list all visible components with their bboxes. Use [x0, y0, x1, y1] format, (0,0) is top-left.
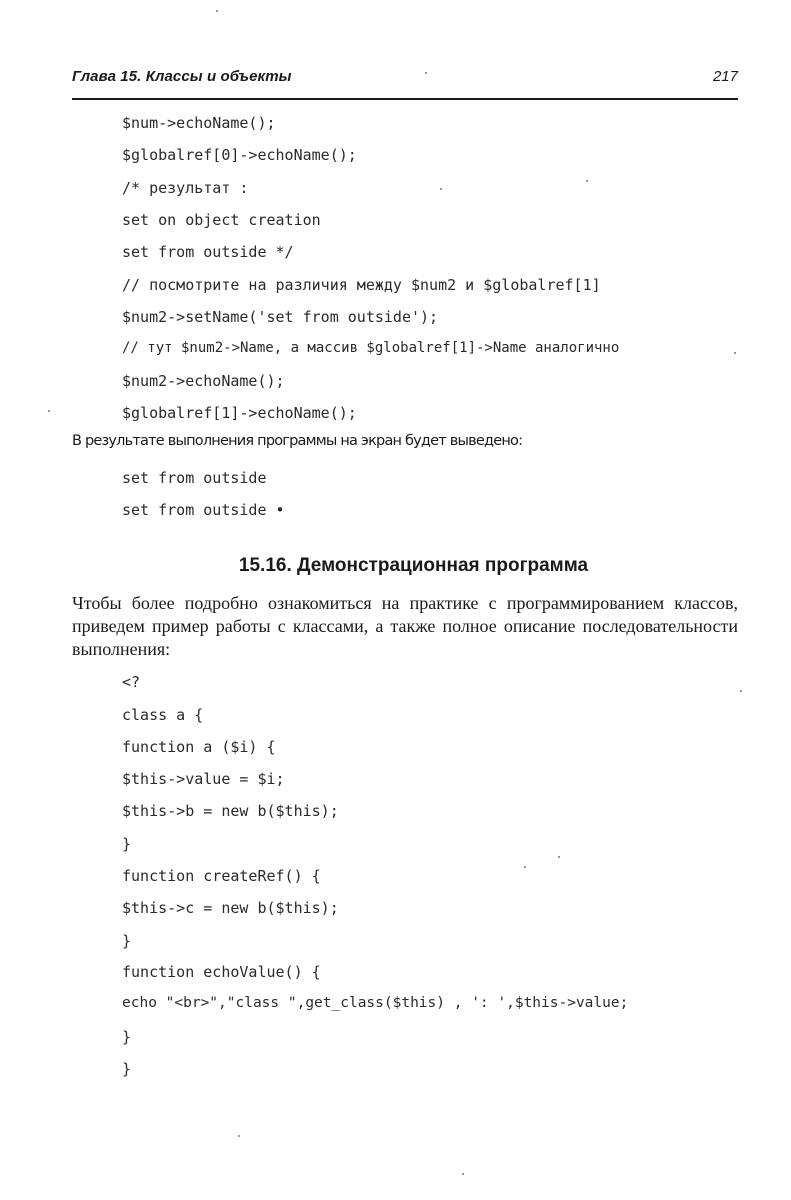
code-line: $num->echoName();	[122, 114, 276, 132]
chapter-title: Глава 15. Классы и объекты	[72, 68, 292, 85]
code-line: $this->value = $i;	[122, 770, 285, 788]
code-line: }	[122, 932, 132, 950]
code-line: }	[122, 1060, 132, 1078]
code-line: echo "<br>","class ",get_class($this) , ': ',$this->value;	[122, 995, 629, 1011]
code-line: $this->b = new b($this);	[122, 802, 339, 820]
code-line: set on object creation	[122, 211, 321, 229]
scan-speck	[558, 856, 560, 858]
code-line: set from outside */	[122, 243, 294, 261]
code-line: }	[122, 835, 132, 853]
code-line: function createRef() {	[122, 867, 321, 885]
code-line: class a {	[122, 706, 204, 724]
code-line: // посмотрите на различия между $num2 и $globalref[1]	[122, 276, 601, 294]
code-line: $this->c = new b($this);	[122, 899, 339, 917]
section-heading: 15.16. Демонстрационная программа	[238, 555, 589, 576]
result-text: В результате выполнения программы на экран будет выведено:	[72, 433, 523, 449]
code-line: $num2->echoName();	[122, 372, 285, 390]
scan-speck	[425, 72, 427, 74]
scan-speck	[440, 188, 442, 190]
output-line: set from outside •	[122, 501, 285, 519]
scan-speck	[48, 410, 50, 412]
scan-speck	[586, 180, 588, 182]
scan-speck	[740, 690, 742, 692]
page-number: 217	[712, 68, 738, 85]
scan-speck	[216, 10, 218, 12]
code-line: $globalref[0]->echoName();	[122, 146, 357, 164]
header-rule	[72, 98, 738, 100]
intro-paragraph: Чтобы более подробно ознакомиться на практике с программированием классов, приведем пример работы с классами, а также полное описание последовательности выполнения:	[72, 593, 738, 659]
code-line: function echoValue() {	[122, 963, 321, 981]
code-line: $globalref[1]->echoName();	[122, 404, 357, 422]
scan-speck	[462, 1173, 464, 1175]
scan-speck	[734, 352, 736, 354]
scan-speck	[524, 866, 526, 868]
code-line: }	[122, 1028, 132, 1046]
code-line: /* результат :	[122, 179, 249, 197]
code-line: function a ($i) {	[122, 738, 276, 756]
scan-speck	[238, 1135, 240, 1137]
running-header	[72, 68, 738, 92]
code-line: $num2->setName('set from outside');	[122, 308, 439, 326]
code-line: <?	[122, 673, 141, 691]
code-line: // тут $num2->Name, а массив $globalref[1]->Name аналогично	[122, 340, 620, 356]
output-line: set from outside	[122, 469, 267, 487]
